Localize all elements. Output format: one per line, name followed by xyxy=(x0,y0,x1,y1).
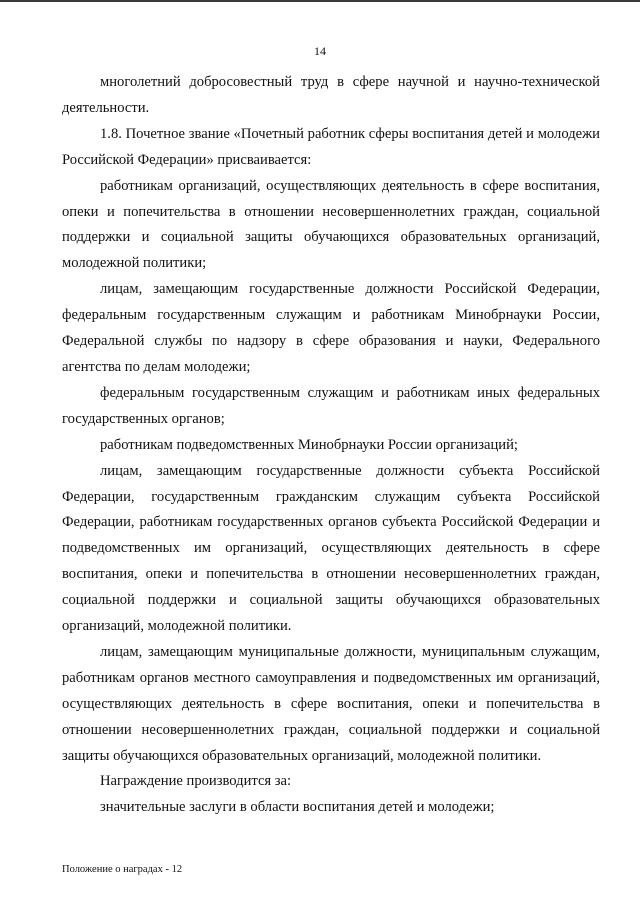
award-grounds-intro: Награждение производится за: xyxy=(100,773,292,790)
page-number: 14 xyxy=(314,44,326,58)
recipient-item-subordinate-organizations: работникам подведомственных Минобрнауки России организаций; xyxy=(100,436,518,453)
recipient-item-federal-employees: федеральным государственным служащим и работникам иных федеральных государственных органов; xyxy=(62,384,600,427)
continuation-paragraph: многолетний добросовестный труд в сфере научной и научно-технической деятельности. xyxy=(62,74,600,116)
recipient-item-organizations: работникам организаций, осуществляющих деятельность в сфере воспитания, опеки и попечительства в отношении несовершеннолетних граждан, социальной поддержки и социальной защиты обучающихся образовательных организаций, молодежной политики; xyxy=(62,177,600,272)
page-footer: Положение о наградах - 12 xyxy=(62,864,183,875)
document-body xyxy=(62,70,600,821)
section-1-8-heading-paragraph: 1.8. Почетное звание «Почетный работник сферы воспитания детей и молодежи Российской Федерации» присваивается: xyxy=(62,125,600,168)
scan-top-edge xyxy=(0,0,640,2)
recipient-item-regional-officials: лицам, замещающим государственные должности субъекта Российской Федерации, государственным гражданским служащим субъекта Российской Федерации, работникам государственных органов субъекта Российской Федерации и подведомственных им организаций, осуществляющих деятельность в сфере воспитания, опеки и попечительства в отношении несовершеннолетних граждан, социальной поддержки и социальной защиты обучающихся образовательных организаций, молодежной политики. xyxy=(62,462,600,635)
recipient-item-municipal-officials: лицам, замещающим муниципальные должности, муниципальным служащим, работникам органов местного самоуправления и подведомственных им организаций, осуществляющих деятельность в сфере воспитания, опеки и попечительства в отношении несовершеннолетних граждан, социальной поддержки и социальной защиты обучающихся образовательных организаций, молодежной политики. xyxy=(62,643,600,764)
recipient-item-federal-officials: лицам, замещающим государственные должности Российской Федерации, федеральным государственным служащим и работникам Минобрнауки России, Федеральной службы по надзору в сфере образования и науки, Федерального агентства по делам молодежи; xyxy=(62,281,600,375)
award-ground-item: значительные заслуги в области воспитания детей и молодежи; xyxy=(100,799,495,816)
